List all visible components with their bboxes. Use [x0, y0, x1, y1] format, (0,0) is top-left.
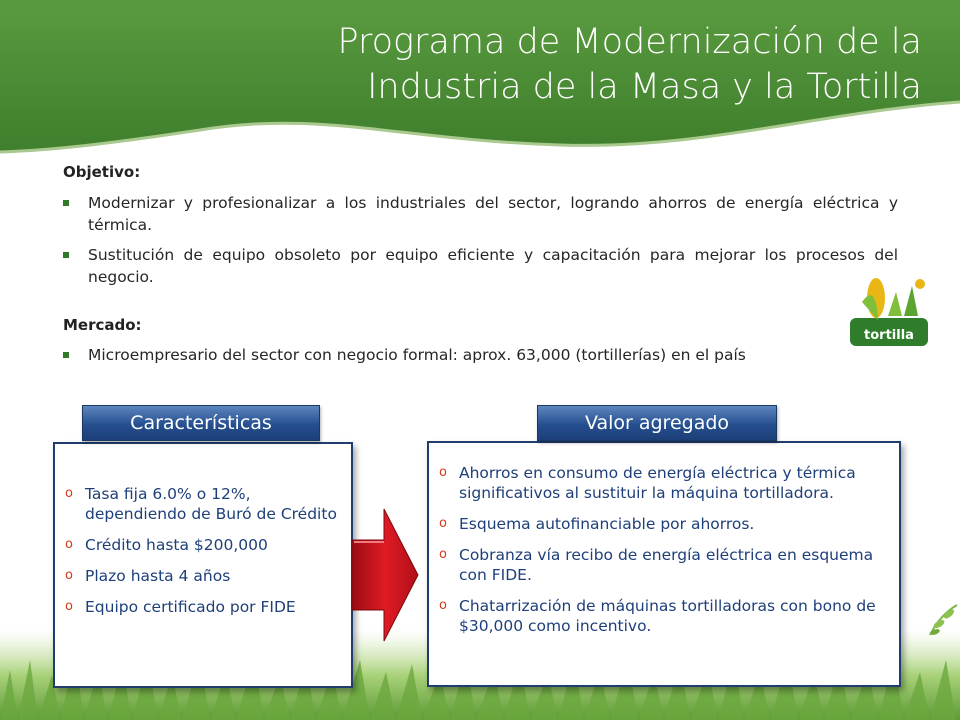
- circle-bullet-icon: o: [65, 568, 73, 583]
- circle-bullet-icon: o: [65, 486, 73, 501]
- list-item: o Chatarrización de máquinas tortilladoras con bono de $30,000 como incentivo.: [439, 597, 876, 635]
- circle-bullet-icon: o: [439, 547, 447, 562]
- caracteristicas-label: Características: [82, 405, 320, 441]
- circle-bullet-icon: o: [65, 599, 73, 614]
- valor-agregado-box: [427, 441, 901, 687]
- circle-bullet-icon: o: [439, 598, 447, 613]
- list-item: o Ahorros en consumo de energía eléctrica y térmica significativos al sustituir la máquina tortilladora.: [439, 464, 856, 502]
- caracteristicas-box: [53, 442, 353, 688]
- valor-agregado-label: Valor agregado: [537, 405, 777, 441]
- list-item: o Equipo certificado por FIDE: [65, 598, 296, 616]
- circle-bullet-icon: o: [65, 537, 73, 552]
- list-item: o Esquema autofinanciable por ahorros.: [439, 515, 755, 533]
- list-item: o Plazo hasta 4 años: [65, 567, 231, 585]
- arrow-right-icon: [348, 505, 420, 645]
- circle-bullet-icon: o: [439, 465, 447, 480]
- logo-text: tortilla: [864, 328, 914, 343]
- title-line-1: Programa de Modernización de la: [337, 22, 922, 62]
- list-item: Microempresario del sector con negocio formal: aprox. 63,000 (tortillerías) en el país: [63, 344, 863, 366]
- square-bullet-icon: [63, 252, 69, 258]
- square-bullet-icon: [63, 352, 69, 358]
- mercado-heading: Mercado:: [63, 316, 142, 334]
- mi-tortilla-logo: [848, 272, 930, 348]
- list-item: o Cobranza vía recibo de energía eléctrica en esquema con FIDE.: [439, 546, 874, 584]
- list-item: Modernizar y profesionalizar a los industriales del sector, logrando ahorros de energía eléctrica y térmica.: [63, 192, 898, 236]
- objetivo-heading: Objetivo:: [63, 163, 141, 181]
- square-bullet-icon: [63, 200, 69, 206]
- page-title: [202, 20, 922, 110]
- circle-bullet-icon: o: [439, 516, 447, 531]
- leaf-decoration: [925, 600, 960, 640]
- title-line-2: Industria de la Masa y la Tortilla: [367, 67, 922, 107]
- mercado-list: [63, 344, 863, 374]
- list-item: o Tasa fija 6.0% o 12%, dependiendo de Buró de Crédito: [65, 485, 337, 523]
- list-item: o Crédito hasta $200,000: [65, 536, 268, 554]
- list-item: Sustitución de equipo obsoleto por equipo eficiente y capacitación para mejorar los procesos del negocio.: [63, 244, 898, 288]
- objetivo-list: [63, 192, 898, 296]
